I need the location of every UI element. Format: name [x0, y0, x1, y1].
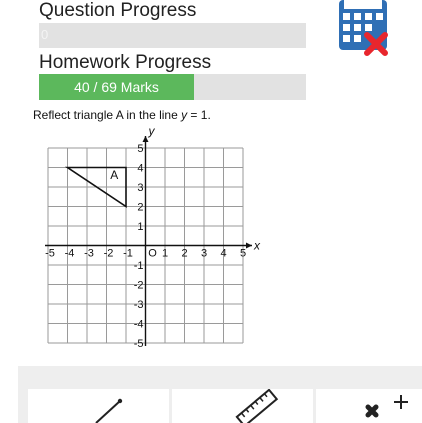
x-axis-label: x — [254, 238, 260, 253]
add-icon — [316, 389, 422, 423]
x-tick-label: 2 — [181, 247, 188, 260]
x-tick-label: -5 — [45, 247, 55, 260]
x-tick-label: -4 — [64, 247, 75, 260]
homework-progress-title: Homework Progress — [39, 52, 212, 73]
y-tick-label: -1 — [133, 260, 144, 272]
calculator-disabled-icon[interactable] — [338, 0, 390, 56]
x-tick-label: 3 — [200, 247, 208, 260]
x-tick-label: O — [148, 247, 157, 260]
y-tick-label: 2 — [137, 201, 144, 214]
y-axis-label: y — [148, 125, 155, 138]
triangle-label: A — [110, 168, 119, 183]
ruler-icon — [172, 389, 313, 423]
y-tick-label: -4 — [133, 318, 144, 331]
question-variable: y — [181, 108, 188, 122]
question-progress-title: Question Progress — [39, 0, 197, 21]
x-tick-label: 1 — [161, 247, 169, 260]
y-tick-label: 4 — [137, 162, 144, 175]
question-suffix: = 1. — [187, 108, 211, 122]
question-prefix: Reflect triangle A in the line — [33, 108, 182, 122]
x-tick-label: 4 — [220, 247, 227, 260]
x-tick-label: -2 — [103, 247, 114, 260]
x-axis-arrow — [246, 243, 252, 249]
y-tick-label: 5 — [137, 143, 144, 155]
tool-line[interactable] — [28, 389, 169, 423]
tool-bar — [18, 366, 422, 423]
x-tick-label: -3 — [84, 247, 94, 260]
tool-ruler[interactable] — [172, 389, 313, 423]
x-tick-label: 5 — [239, 247, 247, 260]
y-tick-label: -5 — [133, 338, 144, 347]
y-tick-label: 1 — [137, 221, 144, 233]
homework-progress-bar — [39, 74, 306, 100]
y-tick-label: -3 — [133, 299, 144, 311]
coordinate-grid — [35, 125, 265, 347]
question-progress-bar — [39, 23, 306, 48]
line-tool-icon — [28, 389, 169, 423]
y-tick-label: -2 — [133, 279, 144, 292]
y-tick-label: 3 — [137, 182, 144, 194]
question-text — [33, 108, 211, 122]
question-progress-value: 0 — [41, 27, 49, 42]
homework-progress-label: 40 / 69 Marks — [74, 79, 159, 95]
x-tick-label: -1 — [123, 247, 133, 260]
tool-add[interactable] — [316, 389, 422, 423]
